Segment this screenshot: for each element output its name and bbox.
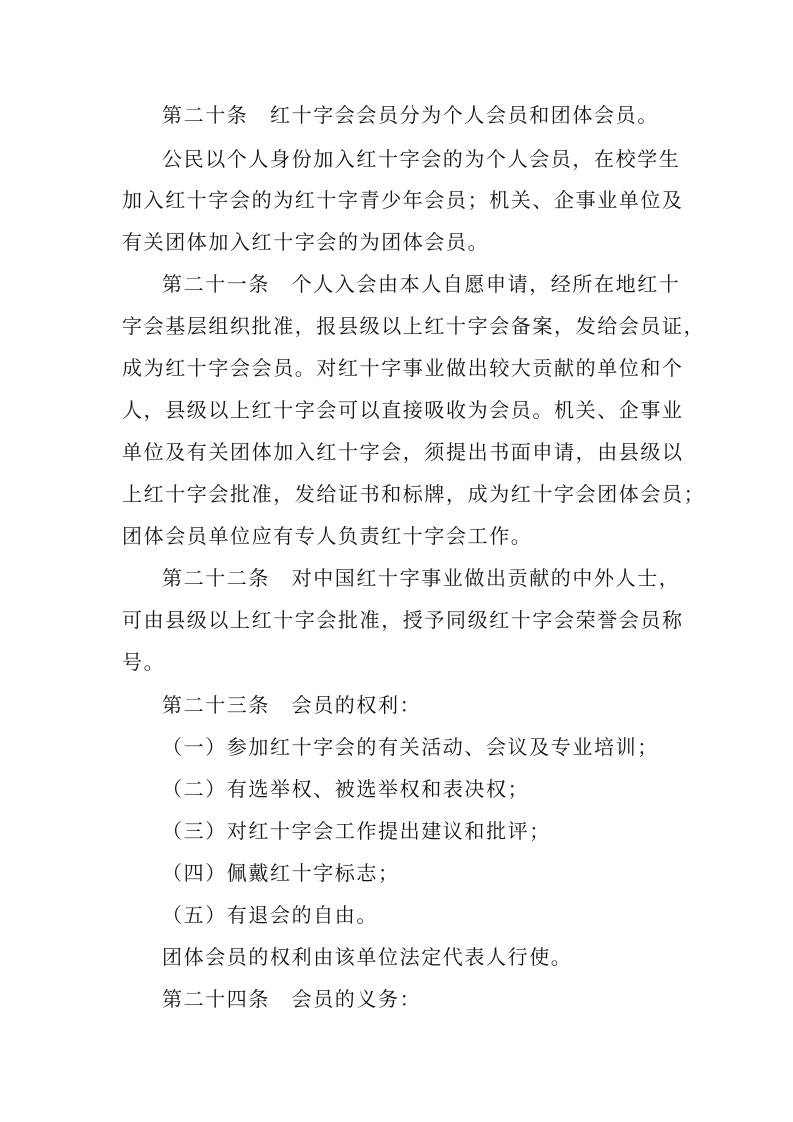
- article-21-line-6: 上红十字会批准，发给证书和标牌，成为红十字会团体会员；: [122, 482, 706, 506]
- article-21-line-7: 团体会员单位应有专人负责红十字会工作。: [122, 524, 533, 548]
- article-20-line-1: 第二十条 红十字会会员分为个人会员和团体会员。: [162, 103, 659, 127]
- article-22-line-2: 可由县级以上红十字会批准，授予同级红十字会荣誉会员称: [122, 608, 684, 632]
- rights-item-3: （三）对红十字会工作提出建议和批评；: [162, 819, 551, 843]
- rights-item-5: （五）有退会的自由。: [162, 903, 378, 927]
- article-20-para2-line-2: 加入红十字会的为红十字青少年会员；机关、企事业单位及: [122, 188, 684, 212]
- article-21-line-1: 第二十一条 个人入会由本人自愿申请，经所在地红十: [162, 272, 681, 296]
- article-22-line-3: 号。: [122, 650, 166, 674]
- article-24-line-1: 第二十四条 会员的义务：: [162, 987, 422, 1011]
- article-21-line-3: 成为红十字会会员。对红十字事业做出较大贡献的单位和个: [122, 356, 684, 380]
- rights-item-1: （一）参加红十字会的有关活动、会议及专业培训；: [162, 735, 659, 759]
- article-20-para2-line-3: 有关团体加入红十字会的为团体会员。: [122, 230, 490, 254]
- rights-item-4: （四）佩戴红十字标志；: [162, 861, 400, 885]
- article-21-line-2: 字会基层组织批准，报县级以上红十字会备案，发给会员证，: [122, 314, 706, 338]
- rights-item-2: （二）有选举权、被选举权和表决权；: [162, 777, 530, 801]
- article-21-line-4: 人，县级以上红十字会可以直接吸收为会员。机关、企事业: [122, 398, 684, 422]
- article-21-line-5: 单位及有关团体加入红十字会，须提出书面申请，由县级以: [122, 440, 684, 464]
- article-22-line-1: 第二十二条 对中国红十字事业做出贡献的中外人士，: [162, 566, 681, 590]
- group-rights-line: 团体会员的权利由该单位法定代表人行使。: [162, 945, 573, 969]
- article-20-para2-line-1: 公民以个人身份加入红十字会的为个人会员，在校学生: [162, 147, 681, 171]
- article-23-line-1: 第二十三条 会员的权利：: [162, 693, 422, 717]
